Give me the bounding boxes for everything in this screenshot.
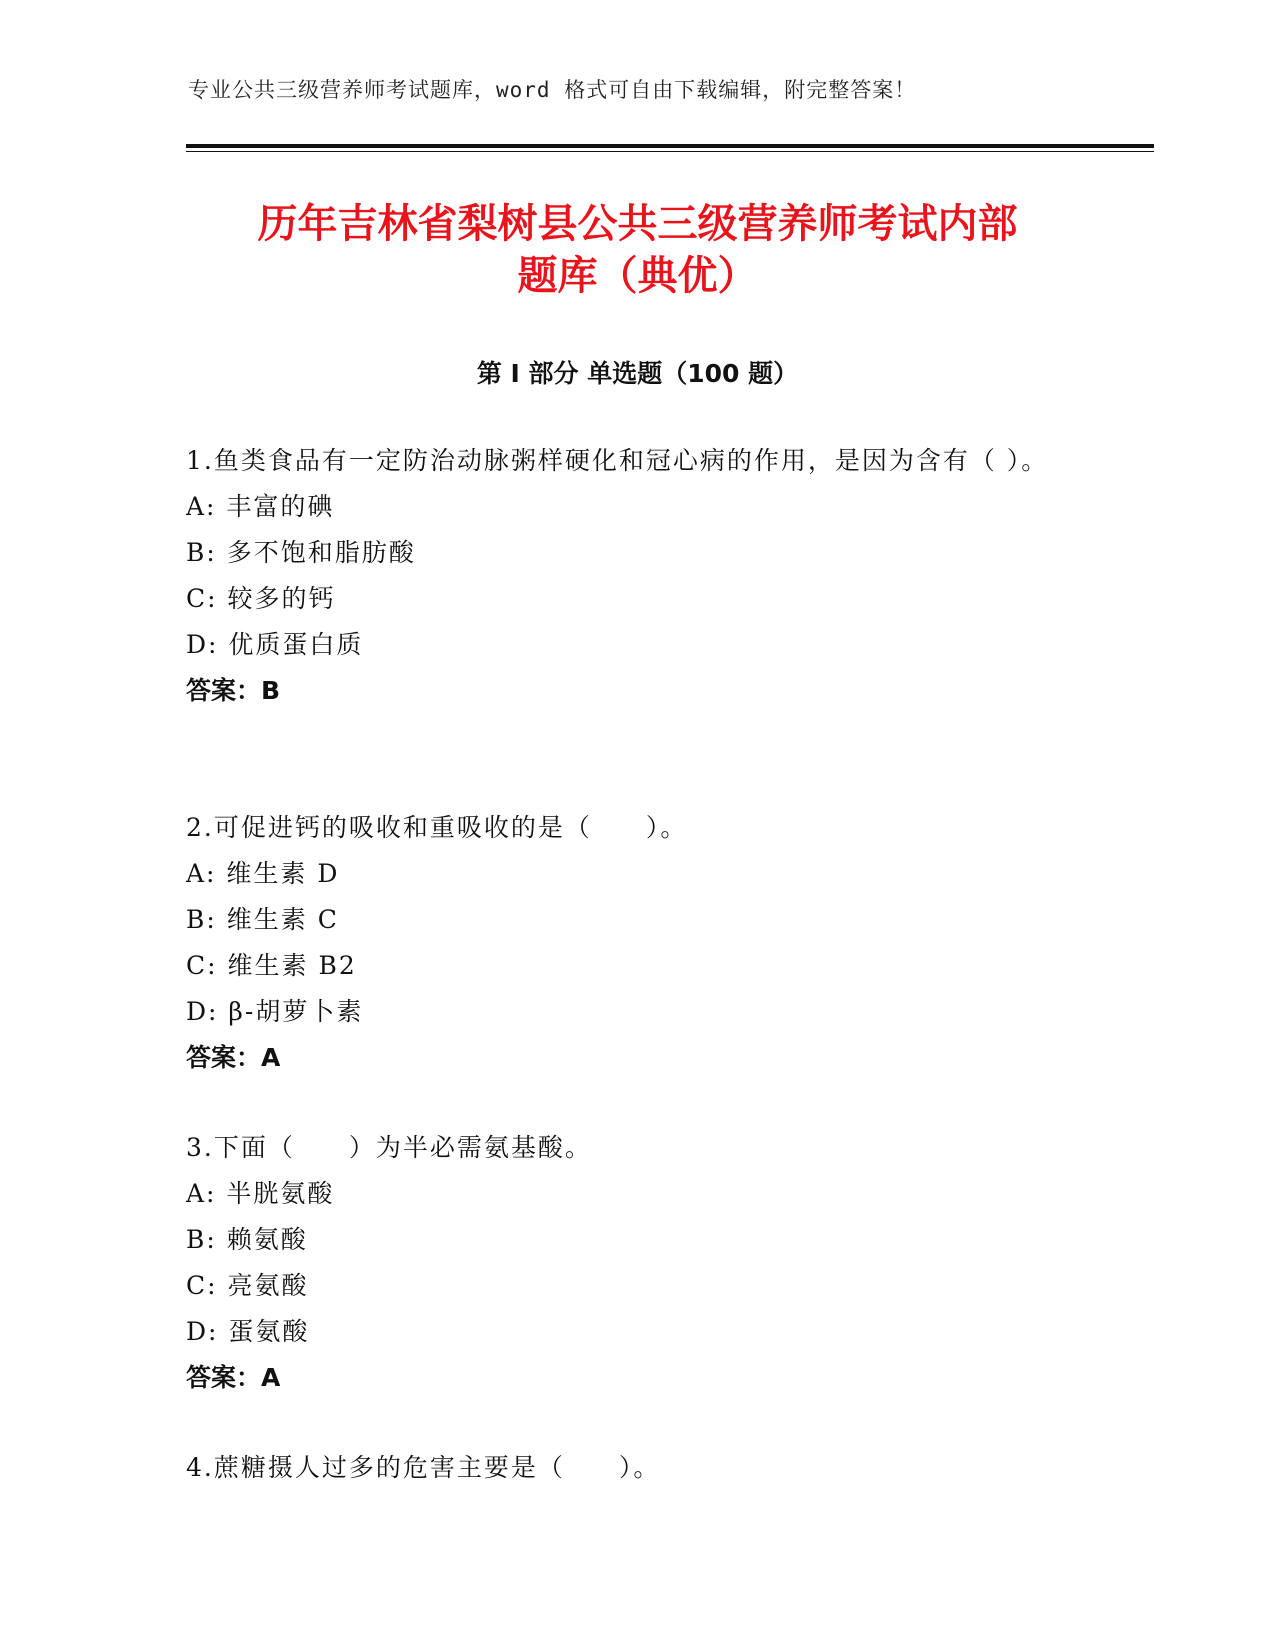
- document-title: [150, 198, 1125, 302]
- option-c: C: 较多的钙: [186, 584, 336, 613]
- question-stem: 2.可促进钙的吸收和重吸收的是（ ）。: [186, 813, 688, 842]
- option-a: A: 维生素 D: [186, 859, 340, 888]
- option-b: B: 多不饱和脂肪酸: [186, 538, 416, 567]
- answer: 答案：B: [186, 676, 281, 705]
- header-note: 专业公共三级营养师考试题库，word 格式可自由下载编辑，附完整答案！: [188, 78, 917, 102]
- header-divider-thin: [186, 151, 1154, 152]
- question-stem: 3.下面（ ）为半必需氨基酸。: [186, 1133, 592, 1162]
- answer: 答案：A: [186, 1363, 281, 1392]
- option-a: A: 半胱氨酸: [186, 1179, 335, 1208]
- title-line-1: 历年吉林省梨树县公共三级营养师考试内部: [257, 201, 1018, 247]
- question-3: [186, 1125, 1066, 1401]
- option-d: D: β-胡萝卜素: [186, 997, 364, 1026]
- question-stem: 4.蔗糖摄人过多的危害主要是（ ）。: [186, 1453, 661, 1482]
- option-c: C: 维生素 B2: [186, 951, 357, 980]
- option-d: D: 蛋氨酸: [186, 1317, 310, 1346]
- option-c: C: 亮氨酸: [186, 1271, 309, 1300]
- option-b: B: 维生素 C: [186, 905, 339, 934]
- section-heading: 第 I 部分 单选题（100 题）: [476, 359, 799, 388]
- option-d: D: 优质蛋白质: [186, 630, 364, 659]
- question-stem: 1.鱼类食品有一定防治动脉粥样硬化和冠心病的作用，是因为含有（ ）。: [186, 446, 1049, 475]
- option-a: A: 丰富的碘: [186, 492, 335, 521]
- header-divider-thick: [186, 144, 1154, 148]
- question-1: [186, 438, 1066, 714]
- answer: 答案：A: [186, 1043, 281, 1072]
- question-2: [186, 805, 1066, 1081]
- title-line-2: 题库（典优）: [517, 253, 758, 299]
- option-b: B: 赖氨酸: [186, 1225, 308, 1254]
- question-4: [186, 1445, 1066, 1491]
